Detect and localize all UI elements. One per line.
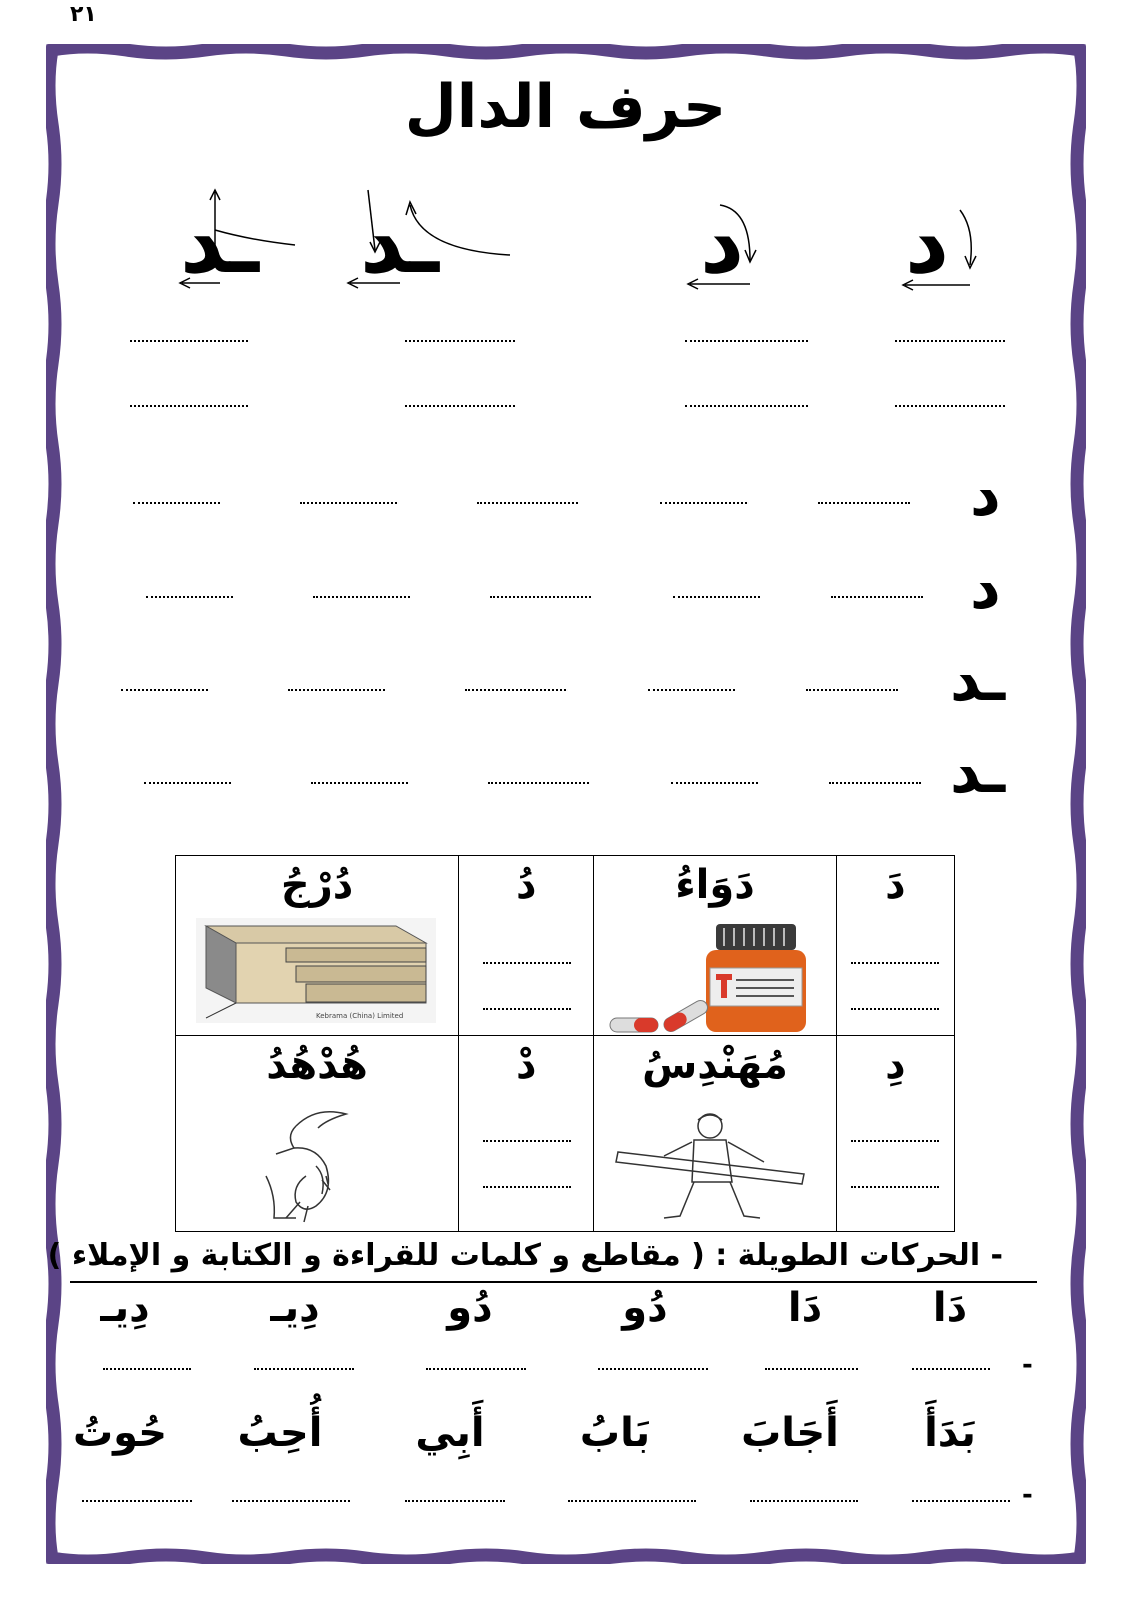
engineer-image: [614, 1112, 814, 1226]
reading-word: أَجَابَ: [741, 1410, 839, 1456]
reading-word: بَدَأَ: [924, 1410, 976, 1456]
writing-line[interactable]: [483, 1140, 571, 1142]
writing-line[interactable]: [671, 782, 758, 784]
reading-word: أَبِي: [415, 1410, 485, 1456]
writing-line[interactable]: [82, 1500, 192, 1502]
writing-line[interactable]: [851, 962, 939, 964]
writing-line[interactable]: [405, 1500, 505, 1502]
practice-row-letter: ـد: [950, 645, 1006, 715]
writing-line[interactable]: [488, 782, 589, 784]
syllable: دَا: [787, 1285, 823, 1331]
hoopoe-image: [256, 1106, 376, 1224]
writing-line[interactable]: [673, 596, 760, 598]
medicine-image: [606, 922, 826, 1034]
writing-line[interactable]: [288, 689, 385, 691]
writing-line[interactable]: [146, 596, 233, 598]
row-dash: -: [1022, 1480, 1033, 1510]
image-caption: Kebrama (China) Limited: [316, 1012, 404, 1020]
writing-line[interactable]: [477, 502, 578, 504]
vocab-table: [175, 855, 955, 1232]
trace-line[interactable]: [895, 405, 1005, 407]
stroke-arrows: [170, 180, 1030, 300]
vocab-cell-engineer: [594, 1036, 836, 1232]
reading-word: حُوتُ: [72, 1410, 168, 1456]
writing-line[interactable]: [313, 596, 410, 598]
writing-line[interactable]: [829, 782, 921, 784]
vocab-letter: دِ: [885, 1042, 906, 1088]
practice-row-letter: ـد: [950, 737, 1006, 807]
writing-line[interactable]: [806, 689, 898, 691]
writing-line[interactable]: [750, 1500, 858, 1502]
section-title: - الحركات الطويلة : ( مقاطع و كلمات للقراءة و الكتابة و الإملاء ): [47, 1238, 1003, 1273]
row-dash: -: [1022, 1350, 1033, 1380]
writing-line[interactable]: [426, 1368, 526, 1370]
writing-line[interactable]: [232, 1500, 350, 1502]
writing-line[interactable]: [765, 1368, 858, 1370]
drawer-image: [196, 918, 436, 1023]
trace-line[interactable]: [895, 340, 1005, 342]
reading-word: بَابُ: [579, 1410, 651, 1456]
writing-line[interactable]: [568, 1500, 696, 1502]
syllable: دُو: [622, 1285, 668, 1331]
writing-line[interactable]: [851, 1140, 939, 1142]
practice-row-letter: د: [970, 553, 1001, 623]
writing-line[interactable]: [133, 502, 220, 504]
writing-line[interactable]: [103, 1368, 191, 1370]
trace-line[interactable]: [685, 340, 808, 342]
writing-line[interactable]: [465, 689, 566, 691]
writing-line[interactable]: [912, 1368, 990, 1370]
writing-line[interactable]: [144, 782, 231, 784]
writing-line[interactable]: [254, 1368, 354, 1370]
vocab-letter: دَ: [885, 862, 906, 908]
syllable: دَا: [932, 1285, 968, 1331]
vocab-letter-cell: [836, 1036, 954, 1232]
syllable: دُو: [447, 1285, 493, 1331]
syllable: دِيـ: [270, 1285, 320, 1331]
writing-line[interactable]: [648, 689, 735, 691]
writing-line[interactable]: [831, 596, 923, 598]
vocab-cell-hoopoe: [176, 1036, 459, 1232]
trace-line[interactable]: [130, 340, 248, 342]
writing-line[interactable]: [818, 502, 910, 504]
letter-form-final-1: ـد: [180, 193, 260, 293]
writing-line[interactable]: [311, 782, 408, 784]
practice-row-letter: د: [970, 460, 1001, 530]
letter-form-isolated-2: د: [905, 193, 950, 293]
vocab-word: هُدْهُدُ: [266, 1042, 368, 1088]
writing-line[interactable]: [121, 689, 208, 691]
vocab-cell-medicine: [594, 856, 836, 1036]
writing-line[interactable]: [490, 596, 591, 598]
vocab-cell-drawer: [176, 856, 459, 1036]
writing-line[interactable]: [912, 1500, 1010, 1502]
trace-line[interactable]: [405, 340, 515, 342]
letter-form-final-2: ـد: [360, 193, 440, 293]
vocab-letter: دُ: [515, 862, 537, 908]
vocab-letter-cell: [836, 856, 954, 1036]
letter-form-isolated-1: د: [700, 193, 745, 293]
writing-line[interactable]: [598, 1368, 708, 1370]
writing-line[interactable]: [483, 962, 571, 964]
reading-word: أُحِبُ: [237, 1410, 323, 1456]
vocab-word: دُرْجُ: [280, 862, 354, 908]
page-title: حرف الدال: [404, 72, 727, 142]
trace-line[interactable]: [405, 405, 515, 407]
writing-line[interactable]: [660, 502, 747, 504]
section-underline: [70, 1281, 1037, 1283]
writing-line[interactable]: [851, 1186, 939, 1188]
writing-line[interactable]: [483, 1186, 571, 1188]
vocab-word: مُهَنْدِسُ: [642, 1042, 788, 1088]
writing-line[interactable]: [483, 1008, 571, 1010]
trace-line[interactable]: [130, 405, 248, 407]
vocab-letter-cell: [459, 1036, 594, 1232]
vocab-letter: دْ: [515, 1042, 537, 1088]
trace-line[interactable]: [685, 405, 808, 407]
writing-line[interactable]: [851, 1008, 939, 1010]
page-number: ٢١: [70, 2, 97, 27]
writing-line[interactable]: [300, 502, 397, 504]
syllable: دِيـ: [100, 1285, 150, 1331]
vocab-letter-cell: [459, 856, 594, 1036]
vocab-word: دَوَاءُ: [675, 862, 755, 908]
